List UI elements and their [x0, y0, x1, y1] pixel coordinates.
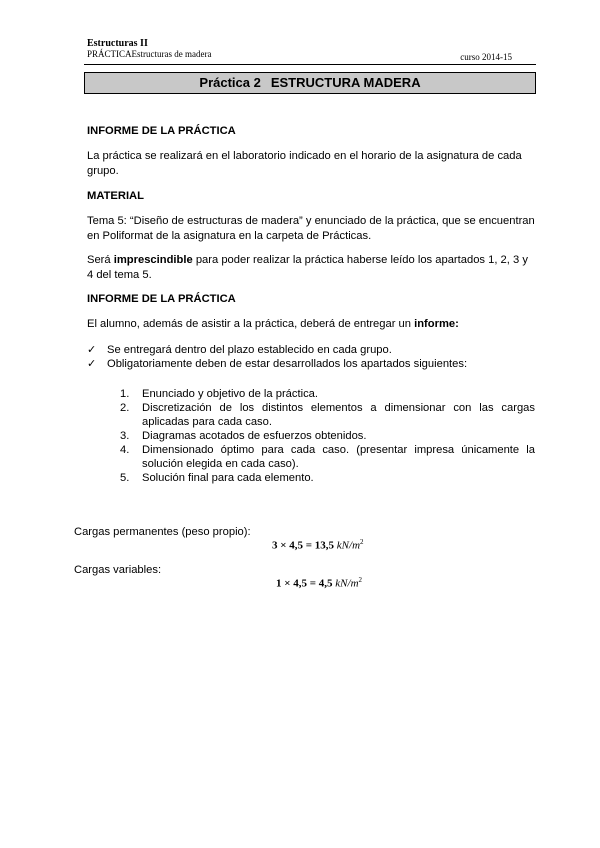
intro-bold: informe:: [414, 318, 459, 330]
practice-topic: Estructuras de madera: [131, 49, 212, 59]
list-item: 4. Dimensionado óptimo para cada caso. (presentar impresa únicamente la solución elegida en cada caso).: [120, 444, 535, 470]
unit-exponent: 2: [360, 538, 364, 546]
title-name: ESTRUCTURA MADERA: [270, 75, 421, 90]
permanent-formula-value: 3 × 4,5 = 13,5: [272, 539, 335, 552]
permanent-load-formula: [272, 538, 364, 552]
section-paragraph-requirement: [87, 253, 535, 283]
variable-formula-value: 1 × 4,5 = 4,5: [276, 577, 333, 590]
numbered-list: [120, 387, 535, 485]
check-item: [87, 357, 467, 371]
section-paragraph-intro: [87, 317, 535, 332]
section-heading-informe: INFORME DE LA PRÁCTICA: [87, 125, 236, 137]
list-item-text: Discretización de los distintos elementos a dimensionar con las cargas aplicadas para cada caso.: [142, 402, 535, 428]
intro-pre: El alumno, además de asistir a la práctica, deberá de entregar un: [87, 318, 415, 330]
header-divider: [84, 64, 536, 65]
page-title: [84, 72, 536, 94]
permanent-load-label: Cargas permanentes (peso propio):: [74, 526, 251, 538]
section-heading-material: MATERIAL: [87, 190, 144, 202]
check-item-text: Se entregará dentro del plazo establecido en cada grupo.: [107, 344, 392, 356]
list-item-text: Solución final para cada elemento.: [142, 472, 314, 484]
section-paragraph-lab: La práctica se realizará en el laboratorio indicado en el horario de la asignatura de cada grupo.: [87, 150, 522, 177]
list-item-text: Dimensionado óptimo para cada caso. (presentar impresa únicamente la solución elegida en cada caso).: [142, 444, 535, 470]
check-item: [87, 343, 467, 357]
checkmark-icon: ✓: [87, 344, 97, 356]
list-item: 3. Diagramas acotados de esfuerzos obtenidos.: [120, 429, 535, 443]
list-item-text: Enunciado y objetivo de la práctica.: [142, 388, 319, 400]
unit: kN/m: [336, 539, 361, 552]
section-heading-informe-2: INFORME DE LA PRÁCTICA: [87, 293, 236, 305]
list-item: 5. Solución final para cada elemento.: [120, 471, 535, 485]
list-item: 1. Enunciado y objetivo de la práctica.: [120, 387, 535, 401]
unit-exponent: 2: [358, 576, 363, 584]
course-name: Estructuras II: [87, 38, 148, 49]
variable-load-label: Cargas variables:: [74, 564, 162, 576]
check-list: [87, 343, 467, 371]
list-item-text: Diagramas acotados de esfuerzos obtenidos.: [142, 430, 367, 442]
variable-load-formula: [276, 576, 362, 590]
list-item: 2. Discretización de los distintos elementos a dimensionar con las cargas aplicadas para cada caso.: [120, 402, 535, 428]
practice-prefix: PRÁCTICA: [87, 49, 132, 59]
requirement-bold: imprescindible: [113, 254, 193, 266]
requirement-pre: Será: [87, 254, 114, 266]
section-paragraph-material: Tema 5: “Diseño de estructuras de madera” y enunciado de la práctica, que se encuentran en Poliformat de la asignatura en la carpeta de Prácticas.: [87, 215, 535, 242]
requirement-post: para poder realizar la práctica haberse leído los apartados 1, 2, 3 y 4 del tema 5.: [87, 254, 528, 281]
check-item-text: Obligatoriamente deben de estar desarrollados los apartados siguientes:: [107, 358, 468, 370]
checkmark-icon: ✓: [87, 358, 97, 370]
title-number: Práctica 2: [199, 75, 261, 90]
unit: kN/m: [335, 577, 359, 590]
course-year: curso 2014-15: [460, 52, 512, 62]
practice-subtitle: [87, 49, 211, 59]
